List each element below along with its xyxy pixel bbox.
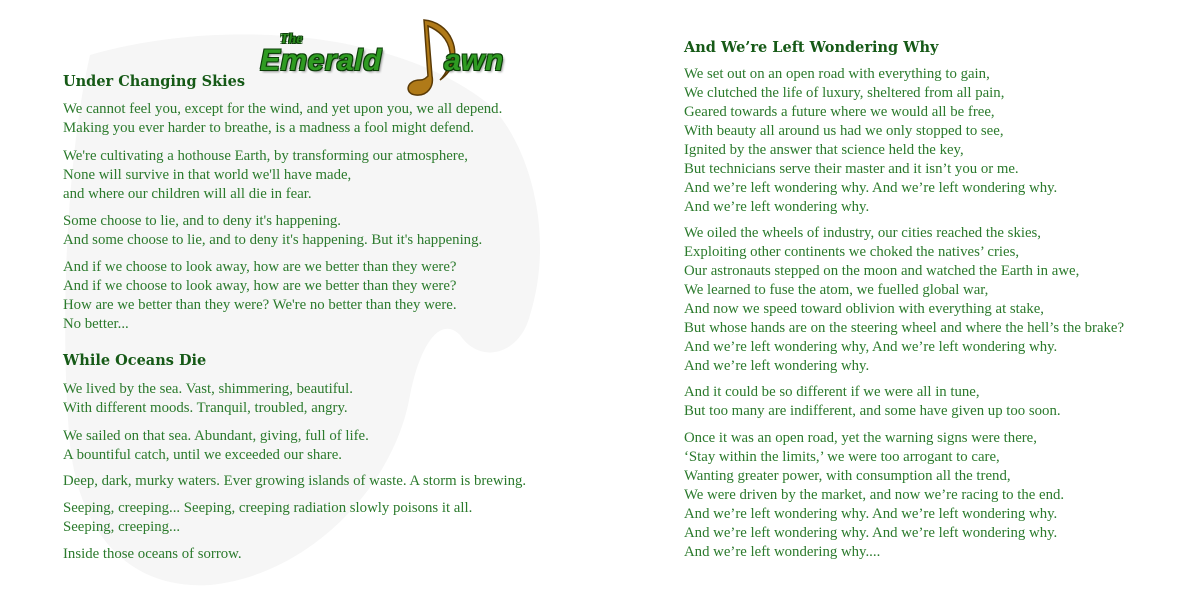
logo-the: The — [280, 32, 303, 47]
lyric-line: We oiled the wheels of industry, our cities reached the skies, — [684, 225, 1041, 241]
lyric-line: And we’re left wondering why.... — [684, 544, 881, 560]
lyric-line: Our astronauts stepped on the moon and watched the Earth in awe, — [684, 263, 1080, 279]
lyric-line: We're cultivating a hothouse Earth, by transforming our atmosphere, — [63, 148, 468, 164]
logo-word-dawn: awn — [444, 44, 504, 77]
lyric-line: And we’re left wondering why. And we’re left wondering why. — [684, 180, 1058, 196]
lyric-line: Seeping, creeping... Seeping, creeping radiation slowly poisons it all. — [63, 500, 473, 516]
lyric-line: But technicians serve their master and it isn’t you or me. — [684, 161, 1019, 177]
stanza — [63, 499, 472, 537]
lyric-line: And we’re left wondering why. And we’re left wondering why. — [684, 525, 1058, 541]
stanza — [684, 383, 1061, 421]
stanza — [684, 429, 1064, 562]
lyric-line: We set out on an open road with everything to gain, — [684, 66, 990, 82]
lyric-line: And we’re left wondering why. And we’re left wondering why. — [684, 506, 1058, 522]
stanza — [63, 147, 468, 204]
lyric-line: Seeping, creeping... — [63, 519, 181, 535]
lyric-line: We were driven by the market, and now we’re racing to the end. — [684, 487, 1065, 503]
lyric-line: A bountiful catch, until we exceeded our share. — [63, 447, 342, 463]
logo-word-emerald: Emerald — [260, 44, 382, 77]
stanza — [63, 100, 502, 138]
lyric-line: And we’re left wondering why. — [684, 199, 870, 215]
stanza — [63, 380, 353, 418]
song-title-under-changing-skies: Under Changing Skies — [63, 73, 246, 90]
stanza — [63, 258, 457, 334]
band-logo — [258, 18, 526, 98]
lyric-line: Ignited by the answer that science held the key, — [684, 142, 964, 158]
lyric-line: Once it was an open road, yet the warning signs were there, — [684, 430, 1037, 446]
lyric-line: None will survive in that world we'll have made, — [63, 167, 352, 183]
lyric-line: With different moods. Tranquil, troubled, angry. — [63, 400, 348, 416]
lyric-line: And now we speed toward oblivion with everything at stake, — [684, 301, 1044, 317]
lyric-line: and where our children will all die in fear. — [63, 186, 312, 202]
lyric-line: With beauty all around us had we only stopped to see, — [684, 123, 1004, 139]
lyric-line: Making you ever harder to breathe, is a madness a fool might defend. — [63, 120, 474, 136]
lyric-line: And if we choose to look away, how are we better than they were? — [63, 259, 457, 275]
lyric-line: But too many are indifferent, and some have given up too soon. — [684, 403, 1061, 419]
stanza — [63, 212, 482, 250]
lyric-line: But whose hands are on the steering wheel and where the hell’s the brake? — [684, 320, 1125, 336]
lyric-line: Some choose to lie, and to deny it's happening. — [63, 213, 342, 229]
lyric-line: We learned to fuse the atom, we fuelled global war, — [684, 282, 989, 298]
lyric-line: No better... — [63, 316, 129, 332]
stanza — [63, 427, 369, 465]
stanza — [684, 65, 1057, 217]
lyric-line: And some choose to lie, and to deny it's happening. But it's happening. — [63, 232, 483, 248]
lyric-line: And it could be so different if we were all in tune, — [684, 384, 980, 400]
stanza — [684, 224, 1124, 376]
lyric-line: We sailed on that sea. Abundant, giving, full of life. — [63, 428, 369, 444]
lyric-line: Exploiting other continents we choked the natives’ cries, — [684, 244, 1020, 260]
stanza — [63, 472, 526, 491]
lyric-line: We clutched the life of luxury, sheltered from all pain, — [684, 85, 1005, 101]
lyric-line: Deep, dark, murky waters. Ever growing islands of waste. A storm is brewing. — [63, 473, 527, 489]
lyric-line: We cannot feel you, except for the wind, and yet upon you, we all depend. — [63, 101, 503, 117]
lyric-line: We lived by the sea. Vast, shimmering, beautiful. — [63, 381, 353, 397]
lyric-line: And if we choose to look away, how are we better than they were? — [63, 278, 457, 294]
lyric-line: ‘Stay within the limits,’ we were too arrogant to care, — [684, 449, 1000, 465]
lyric-line: And we’re left wondering why. — [684, 358, 870, 374]
song-title-and-were-left-wondering-why: And We’re Left Wondering Why — [684, 39, 939, 56]
lyric-line: And we’re left wondering why, And we’re left wondering why. — [684, 339, 1058, 355]
lyric-line: How are we better than they were? We're no better than they were. — [63, 297, 457, 313]
lyric-line: Inside those oceans of sorrow. — [63, 546, 242, 562]
lyric-line: Wanting greater power, with consumption all the trend, — [684, 468, 1011, 484]
song-title-while-oceans-die: While Oceans Die — [63, 352, 207, 369]
lyric-line: Geared towards a future where we would all be free, — [684, 104, 995, 120]
stanza — [63, 545, 242, 564]
